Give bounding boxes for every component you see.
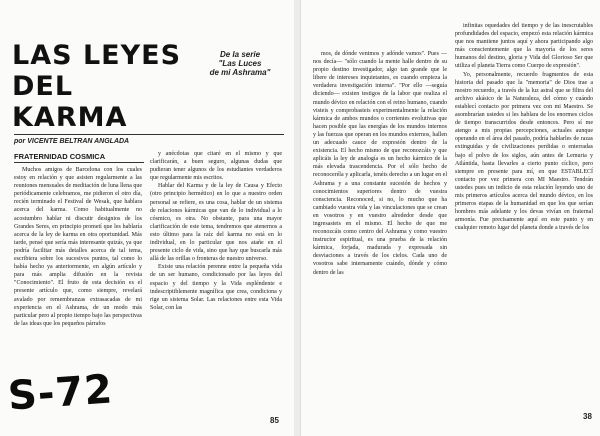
series-note-line: de mi Ashrama" <box>209 68 271 77</box>
paragraph: Yo, personalmente, recuerdo fragmentos de esta historia del pasado que la "memoria" de Dios trae a mostro recuerdo, a través de la luz astral que se filtra del archivo akásico de la Naturaleza, del cómo y cuándo establecí contacto por primera vez con mi Maestro. Se asombrarían ustedes si les hablara de los enormes ciclos de tiempo transcurridos desde entonces. Pero sí me atengo a mis propias percepciones, actuales aunque operando en el área del pasado, podría hablarles de razas extinguidas y de civilizaciones perdidas o enterradas bajo el polvo de los siglos, aún antes de Lemuria y Atlántida, hasta llevarles a cierto punto cíclico, pero siempre en presente para mí, en que ESTABLECÍ contacto por vez primera con MI Maestro. Tendrán ustedes pues un indicio de esta relación leyendo uno de mis primeros artículos acerca del mundo dévico, en los primeros etapas de la humanidad en que los que serían hombres más adelante y los devas vivían en fraternal armonía. Fue precisamente aquí en este punto y en cualquier remoto lugar del planeta donde a través de los <box>455 71 593 232</box>
right-column-1 <box>313 50 447 412</box>
series-note-line: De la serie <box>219 50 261 59</box>
paragraph: Existe una relación perenne entre la pequeña vida de un ser humano, condicionado por las leyes del espacio y del tiempo y la Vida espléndente e indescriptiblemente magnífica que crea, condiciona y rige un sistema Solar. Las relaciones entre esta Vida Solar, con las <box>150 264 282 311</box>
handwritten-annotation: S-72 <box>6 366 115 420</box>
left-page-number: 85 <box>270 416 279 425</box>
paragraph: infinitas oquedades del tiempo y de las inescrutables profundidades del espacio, empezó esta relación kármica que nos mantiene juntos aquí y ahora participando algo más conscientemente que la mayoría de los seres humanos del destino, gloria y Vida del Glorioso Ser que utiliza el planeta Tierra como Cuerpo de expresión". <box>455 23 593 70</box>
article-title: LAS LEYES DEL KARMA <box>12 40 182 133</box>
paragraph: Hablar del Karma y de la ley de Causa y Efecto (otro principio hermético) en lo que a nuestro orden personal se refiere, es una cosa, hablar de un sistema de relaciones kármicas que van de lo individual a lo cósmico, es otra. No obstante, para una mayor clarificación de este tema, tendremos que atenernos a esto último para la raíz del karma no está en lo individual, en lo particular que nos atañe en el presente ciclo de vida, sino que hay que buscarla más allá de las orillas o fronteras de nuestro universo. <box>150 183 282 263</box>
paragraph: mos, de dónde venimos y adónde vamos". Pues —nos decía— "sólo cuando la mente halle dentro de su propio destino investigador, algo tan grande que le libere de intereses inquietantes, es cuando empieza la verdadera investigación interna". "Por ello —seguía diciendo— existen testigos de la labor que realiza el mundo dévico en relación con el reino humano, cuando visteis y comprobasteis experimentalmente la relación kármica de ambos mundos o corrientes evolutivas que hacen posible que las energías de los mundos internos y las fuerzas que operan en los mundos externos, hallen un adecuado cauce de expresión dentro de la existencia. El hecho mismo de que reconozcáis y que aplicáis la ley de analogía es un hecho kármico de la más elevada trascendencia. Por el sólo hecho de reconoceréla y aplicarla, tenéis derecho a un lugar en el Ashrama y a una constante sucesión de hechos y conocimientos superiores dentro de vuestra consciencia. Reconoced, si no, lo mucho que ha cambiado vuestra vida y las vinculaciones que se crean en vosotros y en vuestro alrededor desde que ingresasteis en el mismo. El hecho de que me reconozcáis como centro del Ashrama y como vuestro instructor espiritual, es una prueba de la relación kármica, forjada, madurada y expresada sin desviaciones a través de los cielos. Cada uno de vosotros sabe internamente cuándo, dónde y cómo dentro de las <box>313 51 447 276</box>
right-column-2 <box>455 22 593 412</box>
section-subhead: FRATERNIDAD COSMICA <box>14 152 144 163</box>
author-byline: por VICENTE BELTRAN ANGLADA <box>14 134 284 145</box>
paragraph: Muchos amigos de Barcelona con los cuales estoy en relación y que asisten regularmente a las reuniones mensuales de meditación de luna llena que periódicamente celebramos, me pidieron el otro día, recién terminado el Festival de Wesak, que hablara acerca del karma. Como habitualmente no acostumbro hablar ni discutir designios de los Grandes Seres, en principio prometí que les hablaría acerca de la ley de karma en otra oportunidad. Más tarde, pensé que sería más interesante quizás, ya que podría facilitar más detalles acerca de tal tema, escribiera sobre los sucesivos puntos, tal como lo había hecho ya anteriormente, en algún artículo y para más amplia difusión en la revista "Conocimiento". El fruto de esta decisión es el presente artículo que, como siempre, revelará avalado por remembranzas extrasacadas de mi experiencia en el Ashrama, de un modo más particular pero al propio tiempo bajo las perspectivas de las ideas que los pequeños párrafos <box>14 167 142 327</box>
left-page <box>0 0 294 436</box>
series-note-line: "Las Luces <box>218 59 262 68</box>
series-note <box>196 50 284 77</box>
right-page <box>300 0 600 436</box>
left-column-2 <box>150 150 282 406</box>
paragraph: y anécdotas que citaré en el mismo y que clarificarán, a buen seguro, algunas dudas que pudieran tener algunos de los estudiantes verdaderos que regularmente mis escritos. <box>150 151 282 182</box>
right-page-number: 38 <box>583 412 592 421</box>
left-column-1 <box>14 166 142 396</box>
